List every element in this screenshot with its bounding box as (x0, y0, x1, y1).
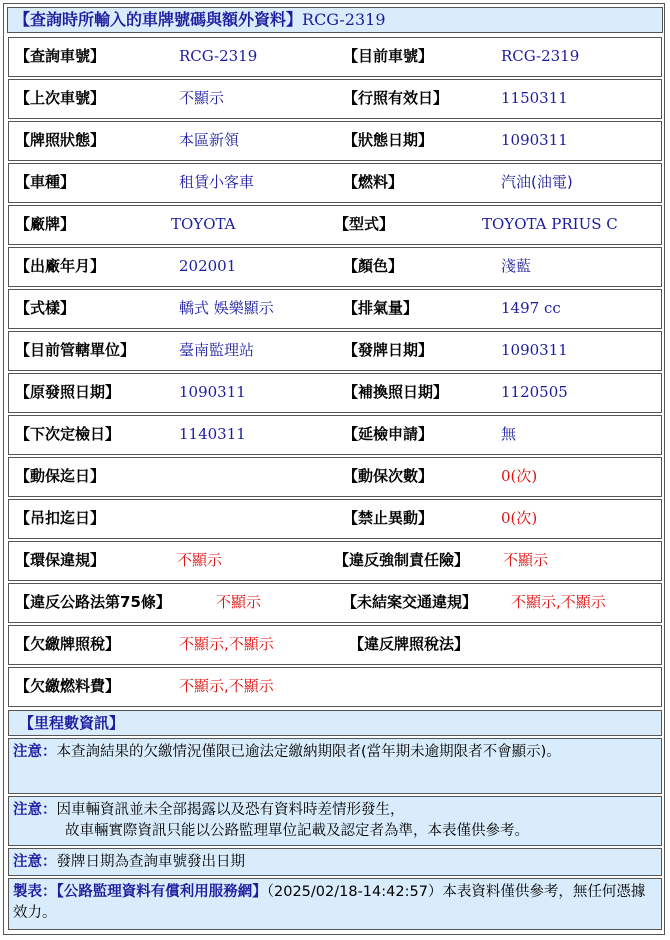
note-issue-date (8, 848, 662, 876)
field-label: 【欠繳燃料費】 (15, 677, 121, 695)
field-value: 不顯示,不顯示 (179, 635, 274, 653)
info-row (8, 373, 662, 413)
field-value: TOYOTA PRIUS C (482, 215, 618, 233)
info-row (8, 121, 662, 161)
field-value: 0(次) (501, 509, 538, 527)
field-label: 【型式】 (334, 215, 395, 233)
info-row (8, 499, 662, 539)
field-value: 汽油(油電) (501, 173, 573, 191)
info-row (8, 247, 662, 287)
query-header-title: 【查詢時所輸入的車牌號碼與額外資料】 (14, 10, 303, 29)
field-label: 【燃料】 (343, 173, 404, 191)
field-value: RCG-2319 (179, 47, 258, 65)
field-value: 租賃小客車 (179, 173, 255, 191)
field-value: 不顯示 (503, 551, 549, 569)
footer-note (8, 878, 662, 930)
query-header (7, 7, 663, 33)
field-label: 【上次車號】 (15, 89, 106, 107)
info-row (8, 667, 662, 707)
info-row (8, 415, 662, 455)
field-label: 【狀態日期】 (343, 131, 434, 149)
info-row (8, 205, 662, 245)
field-label: 【未結案交通違規】 (342, 593, 478, 611)
note-label: 注意： (13, 744, 57, 760)
info-row (8, 541, 662, 581)
field-value: 不顯示,不顯示 (511, 593, 606, 611)
field-label: 【車種】 (15, 173, 76, 191)
field-value: 202001 (179, 257, 237, 275)
info-row (8, 37, 662, 77)
field-label: 【動保迄日】 (15, 467, 106, 485)
service-link[interactable]: 【公路監理資料有償利用服務網】 (56, 884, 267, 900)
mileage-section-title: 【里程數資訊】 (8, 710, 662, 736)
field-label: 【牌照狀態】 (15, 131, 106, 149)
field-value: 1497 cc (501, 299, 561, 317)
field-label: 【吊扣迄日】 (15, 509, 106, 527)
field-value: RCG-2319 (501, 47, 580, 65)
field-label: 【欠繳牌照稅】 (15, 635, 121, 653)
field-value: 不顯示,不顯示 (179, 677, 274, 695)
field-label: 【廠牌】 (15, 215, 76, 233)
field-value: 無 (501, 425, 517, 443)
field-label: 【違反牌照稅法】 (349, 635, 470, 653)
field-label: 【延檢申請】 (343, 425, 434, 443)
field-value: 0(次) (501, 467, 538, 485)
field-label: 【環保違規】 (15, 551, 106, 569)
footer-text: （2025/02/18-14:42:57）本表資料僅供參考，無任何憑據效力。 (13, 884, 646, 921)
field-value: TOYOTA (171, 215, 236, 233)
field-label: 【違反強制責任險】 (334, 551, 470, 569)
field-label: 【禁止異動】 (343, 509, 434, 527)
info-row (8, 79, 662, 119)
field-value: 臺南監理站 (179, 341, 255, 359)
info-row (8, 331, 662, 371)
field-label: 【補換照日期】 (343, 383, 449, 401)
field-value: 1120505 (501, 383, 568, 401)
field-label: 【發牌日期】 (343, 341, 434, 359)
field-value: 不顯示 (179, 89, 225, 107)
note-label: 注意： (13, 802, 57, 818)
field-value: 1090311 (501, 131, 568, 149)
note-text: 發牌日期為查詢車號發出日期 (56, 854, 245, 870)
note-label: 注意： (13, 854, 57, 870)
field-label: 【目前管轄單位】 (15, 341, 136, 359)
field-label: 【式樣】 (15, 299, 76, 317)
info-row (8, 163, 662, 203)
field-label: 【出廠年月】 (15, 257, 106, 275)
note-disclaimer (8, 796, 662, 846)
note-overdue (8, 738, 662, 794)
info-row (8, 457, 662, 497)
info-row (8, 583, 662, 623)
field-value: 淺藍 (501, 257, 532, 275)
field-label: 【目前車號】 (343, 47, 434, 65)
field-label: 【行照有效日】 (343, 89, 449, 107)
field-label: 【顏色】 (343, 257, 404, 275)
field-label: 【排氣量】 (343, 299, 419, 317)
field-value: 1090311 (501, 341, 568, 359)
info-row (8, 289, 662, 329)
field-label: 【下次定檢日】 (15, 425, 121, 443)
info-row (8, 625, 662, 665)
field-value: 本區新領 (179, 131, 240, 149)
query-header-plate: RCG-2319 (302, 10, 386, 29)
field-label: 【違反公路法第75條】 (15, 593, 171, 611)
field-value: 1140311 (179, 425, 246, 443)
field-label: 【原發照日期】 (15, 383, 121, 401)
field-value: 1090311 (179, 383, 246, 401)
field-label: 【查詢車號】 (15, 47, 106, 65)
note-text: 本查詢結果的欠繳情況僅限已逾法定繳納期限者(當年期未逾期限者不會顯示)。 (56, 744, 561, 760)
field-value: 1150311 (501, 89, 568, 107)
field-label: 【動保次數】 (343, 467, 434, 485)
field-value: 不顯示 (177, 551, 223, 569)
field-value: 不顯示 (216, 593, 262, 611)
note-text: 故車輛實際資訊只能以公路監理單位記載及認定者為準，本表僅供參考。 (65, 823, 529, 839)
field-value: 轎式 娛樂顯示 (179, 299, 274, 317)
note-text: 因車輛資訊並未全部揭露以及恐有資料時差情形發生， (56, 802, 405, 818)
footer-label: 製表： (13, 884, 57, 900)
